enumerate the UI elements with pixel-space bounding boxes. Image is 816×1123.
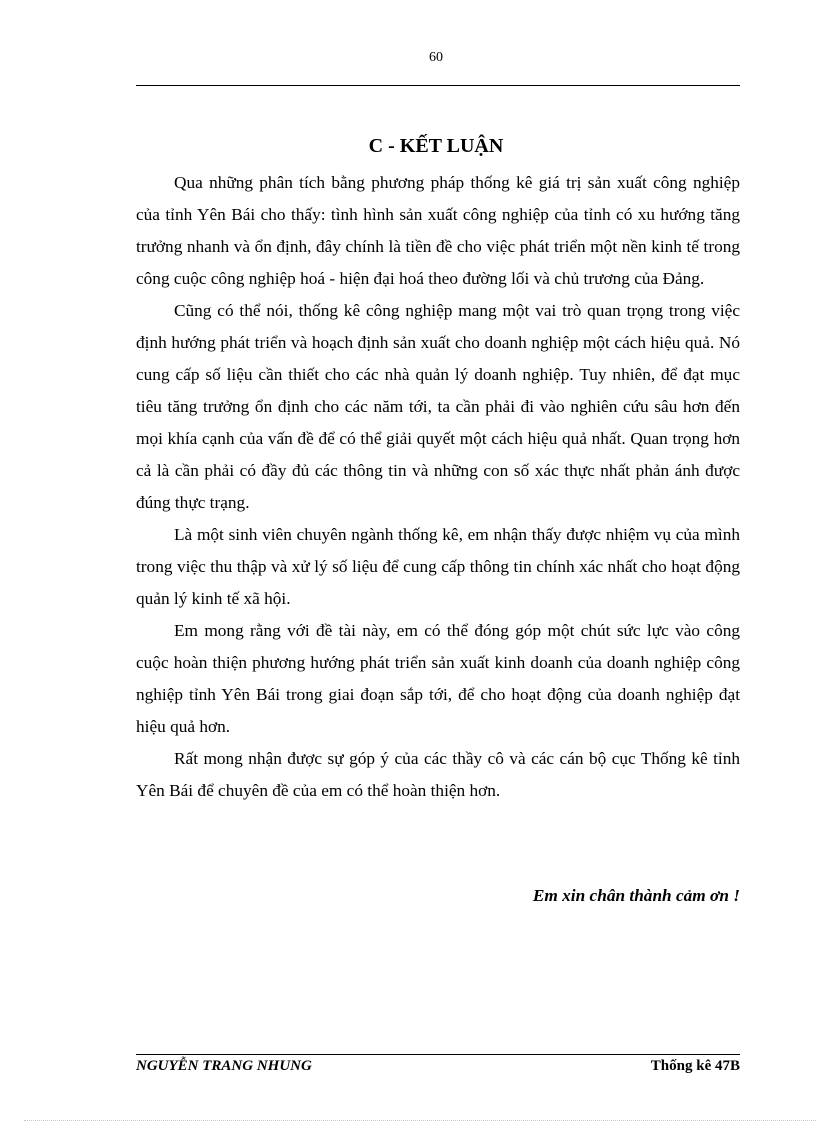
closing-thanks: Em xin chân thành cảm ơn !	[532, 886, 740, 905]
paragraph-4: Em mong rằng với đề tài này, em có thể đóng góp một chút sức lực vào công cuộc hoàn thiện phương hướng phát triển sản xuất kinh doanh của doanh nghiệp công nghiệp tỉnh Yên Bái trong giai đoạn sắp tới, để cho hoạt động của doanh nghiệp đạt hiệu quả hơn.	[136, 621, 740, 736]
page-bottom-edge	[24, 1120, 816, 1121]
paragraph-1: Qua những phân tích bằng phương pháp thống kê giá trị sản xuất công nghiệp của tỉnh Yên Bái cho thấy: tình hình sản xuất công nghiệp của tỉnh có xu hướng tăng trưởng nhanh và ổn định, đây chính là tiền đề cho việc phát triển một nền kinh tế trong công cuộc công nghiệp hoá - hiện đại hoá theo đường lối và chủ trương của Đảng.	[136, 173, 740, 288]
footer-class: Thống kê 47B	[650, 1058, 740, 1074]
paragraph-3: Là một sinh viên chuyên ngành thống kê, em nhận thấy được nhiệm vụ của mình trong việc thu thập và xử lý số liệu để cung cấp thông tin chính xác nhất cho hoạt động quản lý kinh tế xã hội.	[136, 525, 740, 608]
page-number: 60	[429, 50, 443, 65]
header-divider	[136, 85, 740, 86]
paragraph-2: Cũng có thể nói, thống kê công nghiệp mang một vai trò quan trọng trong việc định hướng phát triển và hoạch định sản xuất cho doanh nghiệp một cách hiệu quả. Nó cung cấp số liệu cần thiết cho các nhà quản lý doanh nghiệp. Tuy nhiên, để đạt mục tiêu tăng trưởng ổn định cho các năm tới, ta cần phải đi vào nghiên cứu sâu hơn đến mọi khía cạnh của vấn đề để có thể giải quyết một cách hiệu quả nhất. Quan trọng hơn cả là cần phải có đầy đủ các thông tin và những con số xác thực nhất phản ánh được đúng thực trạng.	[136, 301, 740, 512]
section-title: C - KẾT LUẬN	[368, 135, 504, 157]
footer-author: NGUYỄN TRANG NHUNG	[136, 1058, 312, 1074]
paragraph-5: Rất mong nhận được sự góp ý của các thầy cô và các cán bộ cục Thống kê tỉnh Yên Bái để chuyên đề của em có thể hoàn thiện hơn.	[136, 749, 740, 800]
footer-divider	[136, 1054, 740, 1055]
conclusion-body	[136, 167, 740, 807]
